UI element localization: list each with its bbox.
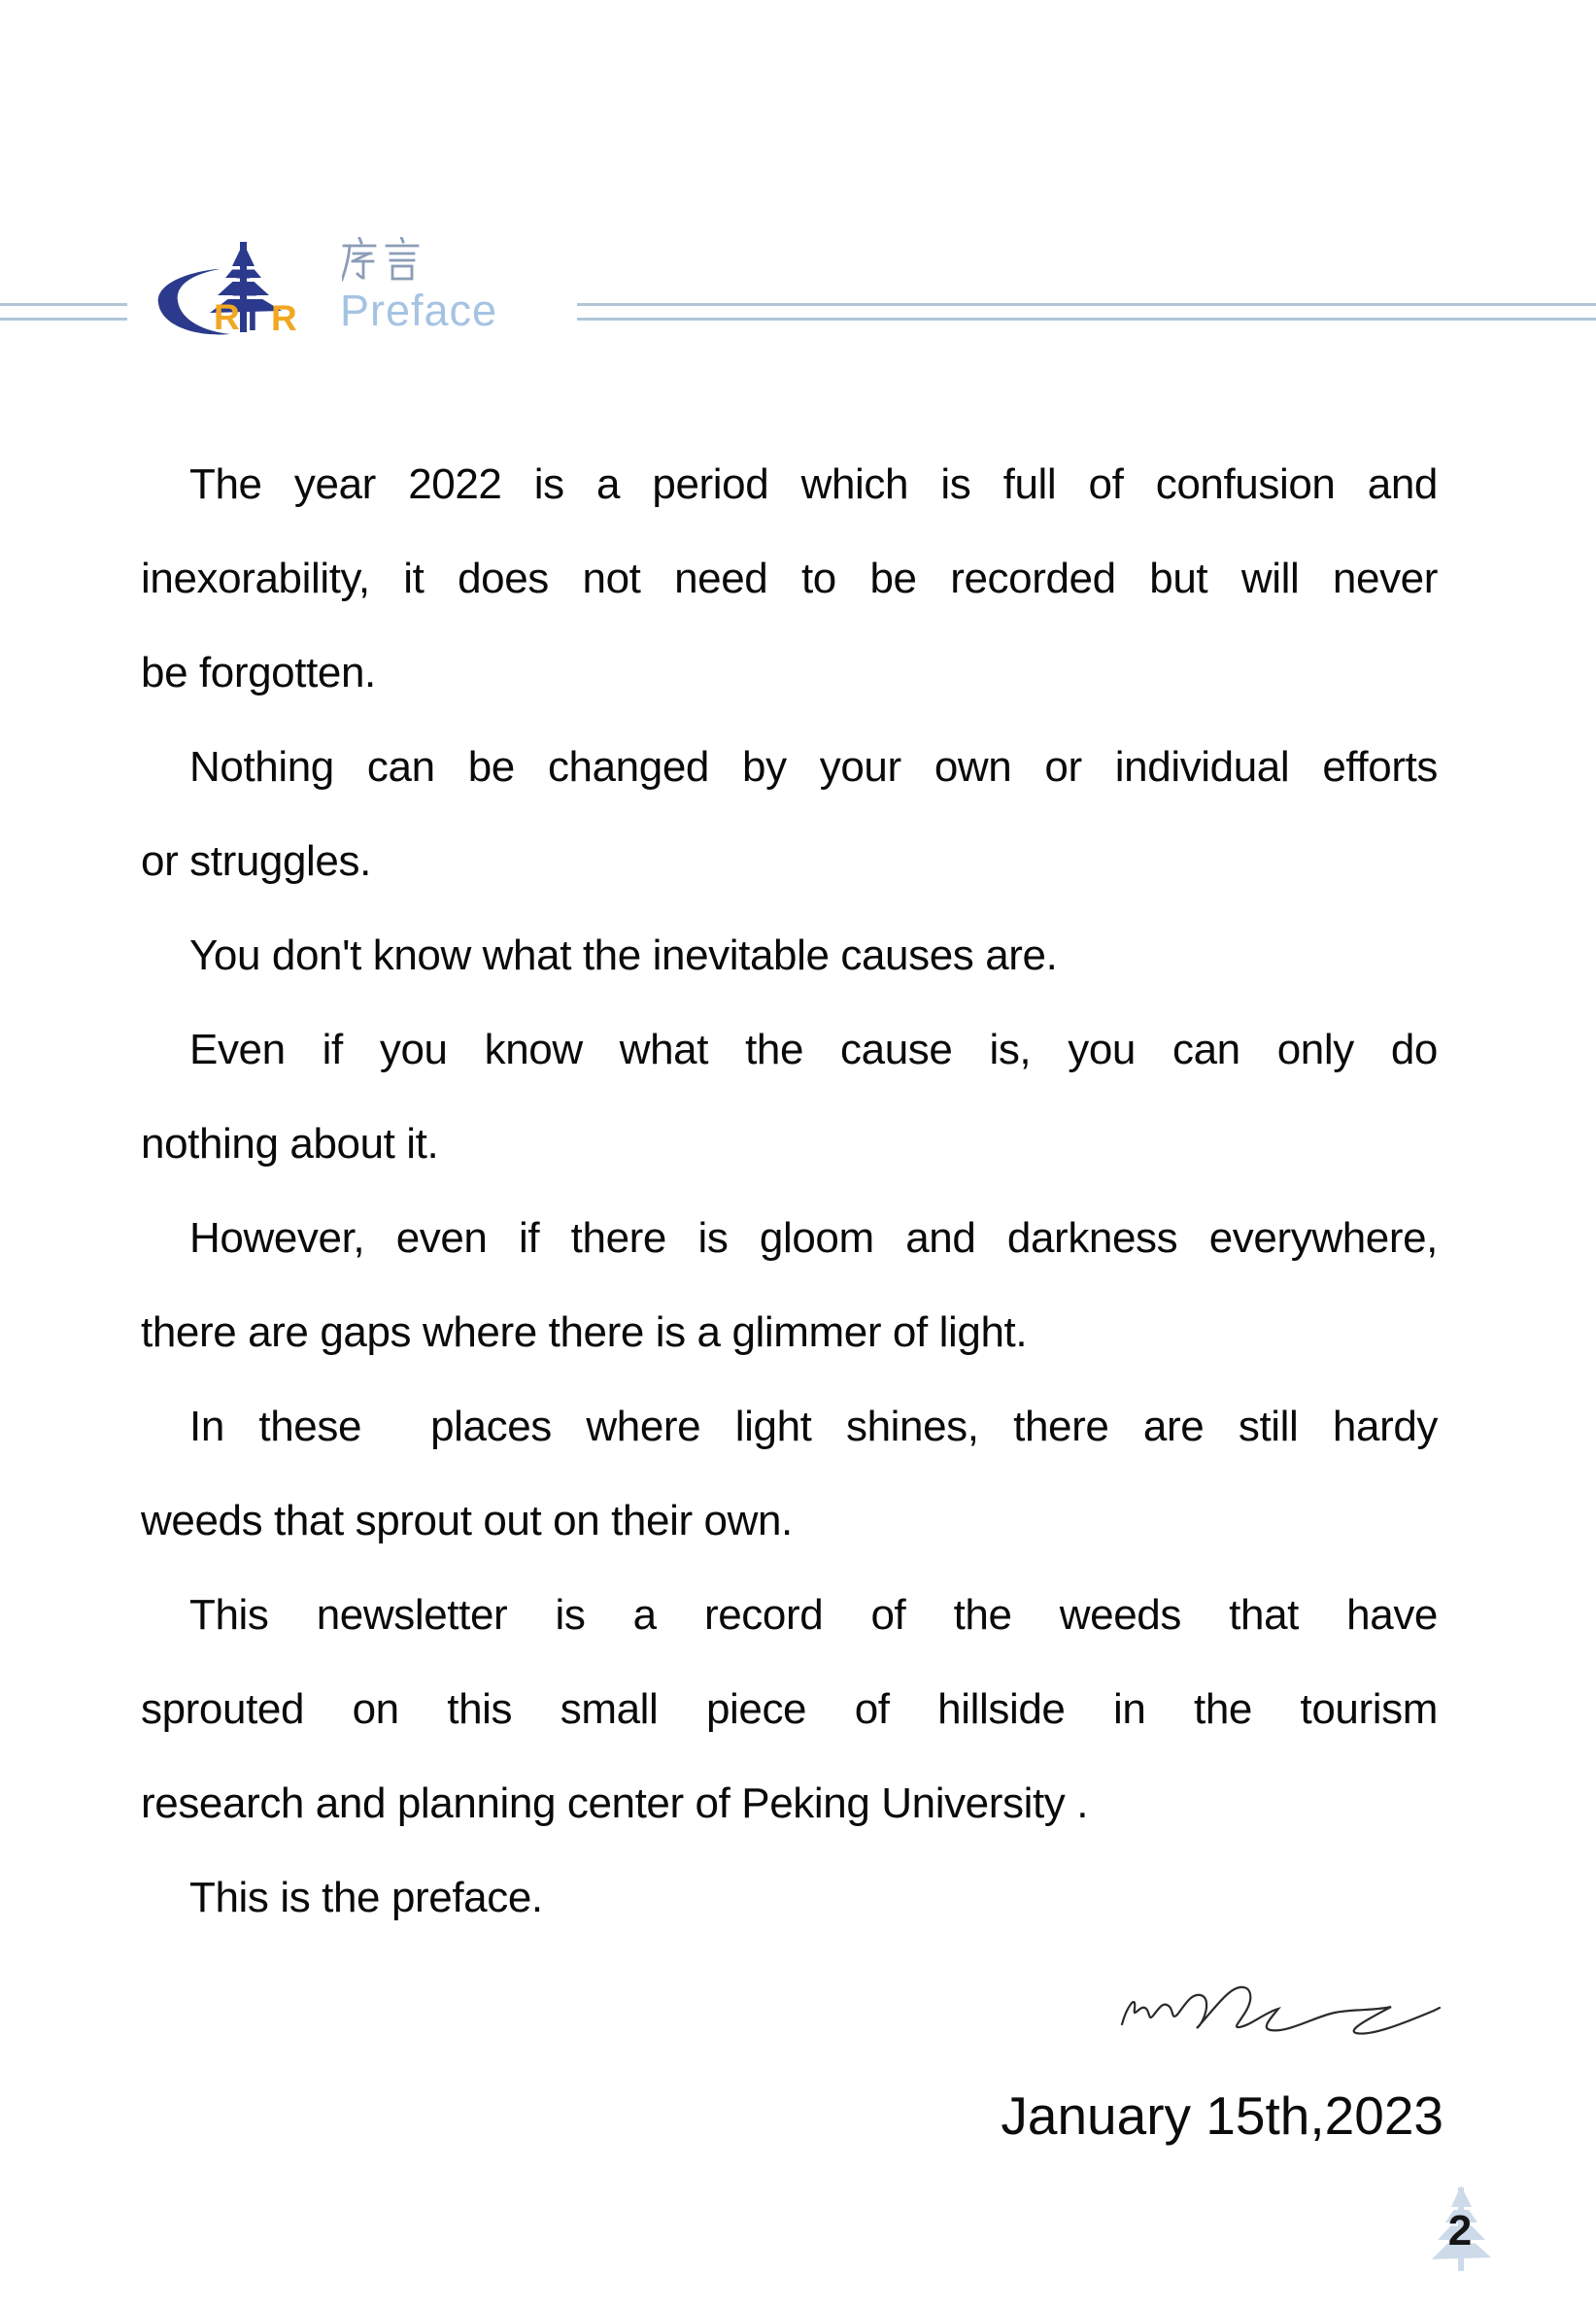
logo-letter-t: T — [241, 297, 264, 339]
page-title-chinese — [0, 0, 1, 1]
paragraph-line: You don't know what the inevitable causes are. — [189, 932, 1058, 979]
page-number: 2 — [1447, 2207, 1473, 2254]
paragraph-line: In these places where light shines, there are still hardy — [189, 1403, 1438, 1450]
logo-letter-r2: R — [271, 298, 297, 338]
header-rule-right — [577, 303, 1596, 321]
logo-letter-r1: R — [214, 297, 240, 337]
header-rule-left — [0, 303, 127, 321]
rtr-logo-icon — [146, 237, 340, 378]
paragraph-line: be forgotten. — [141, 649, 376, 696]
signature-icon — [1107, 1964, 1447, 2053]
paragraph-line: This newsletter is a record of the weeds that have — [189, 1591, 1438, 1639]
paragraph-line: This is the preface. — [189, 1874, 543, 1921]
paragraph-line: research and planning center of Peking University . — [141, 1780, 1089, 1827]
body-text — [141, 437, 1438, 1945]
paragraph-line: there are gaps where there is a glimmer of light. — [141, 1308, 1028, 1356]
paragraph-line: Even if you know what the cause is, you can only do — [189, 1026, 1438, 1073]
page-title-english: Preface — [340, 286, 498, 335]
paragraph-line: inexorability, it does not need to be recorded but will never — [141, 555, 1438, 602]
paragraph-line: sprouted on this small piece of hillside in the tourism — [141, 1685, 1438, 1733]
paragraph-line: The year 2022 is a period which is full of confusion and — [189, 460, 1438, 508]
preface-cn-glyphs-icon — [342, 237, 420, 282]
paragraph-line: Nothing can be changed by your own or individual efforts — [189, 743, 1438, 791]
date-text: January 15th,2023 — [1001, 2085, 1443, 2146]
paragraph-line: weeds that sprout out on their own. — [141, 1497, 793, 1544]
paragraph-line: However, even if there is gloom and darkness everywhere, — [189, 1214, 1438, 1262]
paragraph-line: or struggles. — [141, 837, 371, 885]
paragraph-line: nothing about it. — [141, 1120, 439, 1168]
